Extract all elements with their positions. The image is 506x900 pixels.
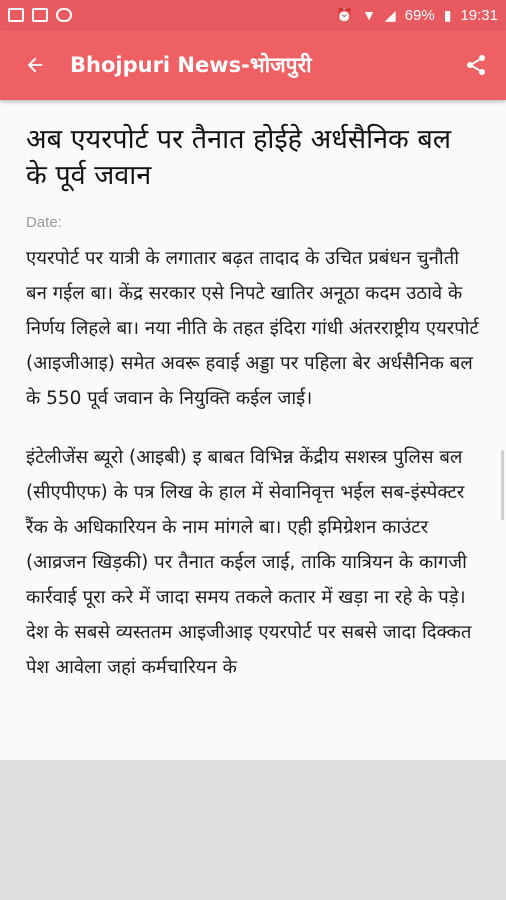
- alarm-icon: ⏰: [335, 7, 354, 23]
- article-date: Date:: [26, 214, 62, 231]
- signal-icon: ◢: [384, 7, 396, 23]
- back-arrow-icon: [24, 54, 46, 76]
- image-icon: [8, 8, 24, 22]
- article-headline: अब एयरपोर्ट पर तैनात होईहे अर्धसैनिक बल के पूर्व जवान: [26, 124, 452, 191]
- wifi-icon: ▼: [362, 7, 376, 23]
- status-bar: [0, 0, 506, 30]
- article-paragraph: इंटेलीजेंस ब्यूरो (आइबी) इ बाबत विभिन्न केंद्रीय सशस्त्र पुलिस बल (सीएपीएफ) के पत्र लिख के हाल में सेवानिवृत्त भईल सब-इंस्पेक्टर रैंक के अधिकारियन के नाम मांगले बा। एही इमिग्रेशन काउंटर (आव्रजन खिड़की) पर तैनात कईल जाई, ताकि यात्रियन के कागजी कार्रवाई पूरा करे में जादा समय तकले कतार में खड़ा ना रहे के पड़े। देश के सबसे व्यस्ततम आइजीआइ एयरपोर्ट पर सबसे जादा दिक्कत पेश आवेला जहां कर्मचारियन के: [26, 447, 472, 678]
- app-bar: [0, 30, 506, 100]
- image-icon: [56, 8, 72, 22]
- battery-percent: 69%: [404, 6, 435, 24]
- share-button[interactable]: [446, 30, 506, 100]
- image-icon: [32, 8, 48, 22]
- clock: 19:31: [460, 6, 498, 24]
- bottom-overlay: [0, 760, 506, 900]
- system-icons: [336, 7, 506, 24]
- scrollbar[interactable]: [501, 450, 504, 520]
- notification-icons: [0, 8, 72, 22]
- app-title: Bhojpuri News-भोजपुरी: [70, 53, 312, 77]
- article-paragraph: एयरपोर्ट पर यात्री के लगातार बढ़त तादाद के उचित प्रबंधन चुनौती बन गईल बा। केंद्र सरकार एसे निपटे खातिर अनूठा कदम उठावे के निर्णय लिहले बा। नया नीति के तहत इंदिरा गांधी अंतरराष्ट्रीय एयरपोर्ट (आइजीआइ) समेत अवरू हवाई अड्डा पर पहिला बेर अर्धसैनिक बल के 550 पूर्व जवान के नियुक्ति कईल जाई।: [26, 248, 479, 409]
- battery-icon: ▮: [443, 7, 452, 23]
- share-icon: [464, 53, 488, 77]
- back-button[interactable]: [0, 30, 70, 100]
